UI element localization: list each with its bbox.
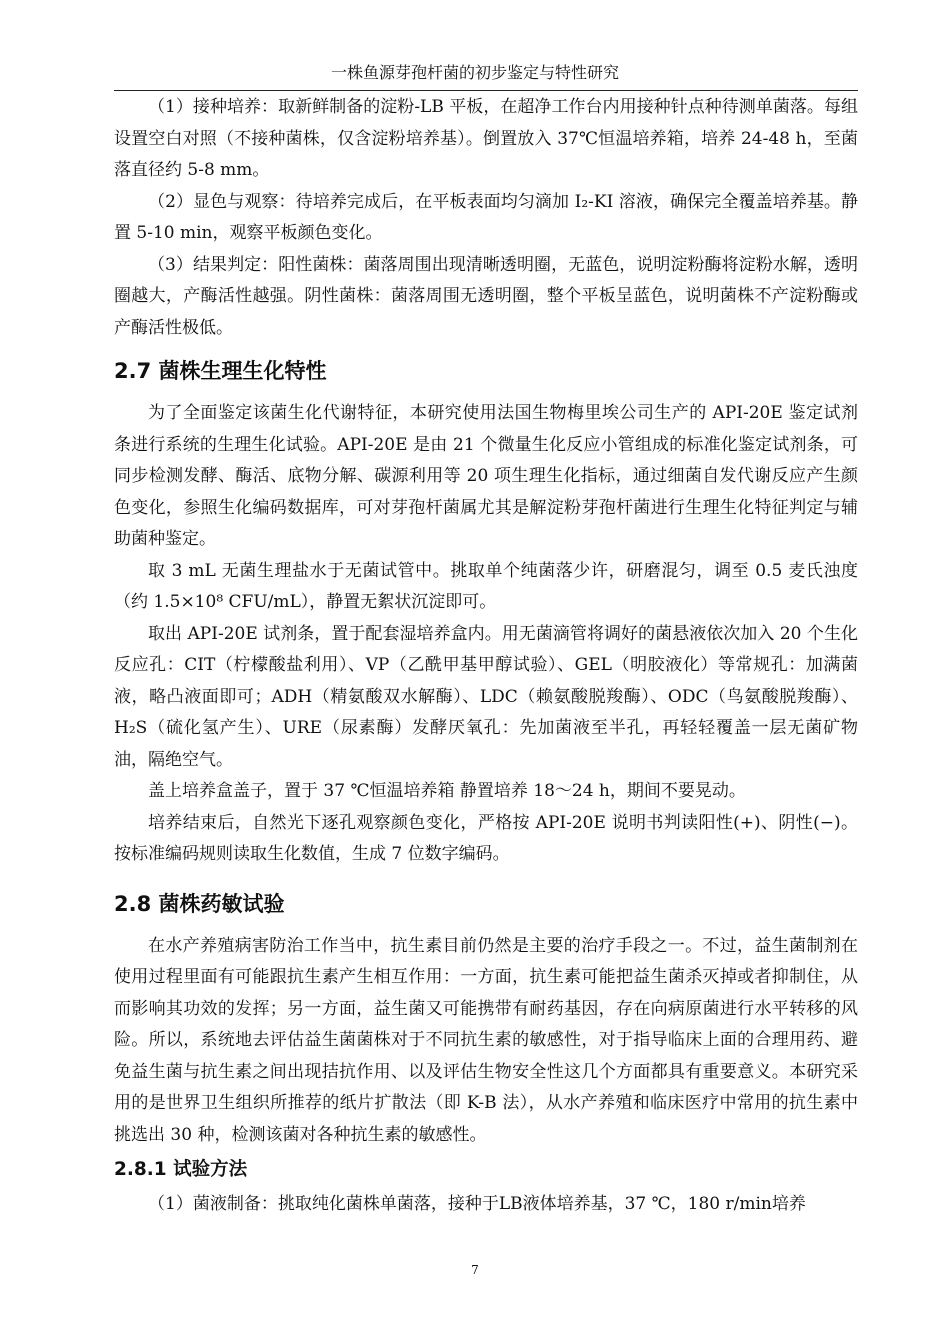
header-rule (114, 90, 858, 91)
paragraph: 取出 API-20E 试剂条，置于配套湿培养盒内。用无菌滴管将调好的菌悬液依次加入 20 个生化反应孔：CIT（柠檬酸盐利用）、VP（乙酰甲基甲醇试验）、GEL（明胶液化）等常规孔：加满菌液，略凸液面即可；ADH（精氨酸双水解酶）、LDC（赖氨酸脱羧酶）、ODC（鸟氨酸脱羧酶）、H₂S（硫化氢产生）、URE（尿素酶）发酵厌氧孔：先加菌液至半孔，再轻轻覆盖一层无菌矿物油，隔绝空气。 (114, 623, 858, 770)
page-number: 7 (471, 1263, 479, 1277)
paragraph: （2）显色与观察：待培养完成后，在平板表面均匀滴加 I₂-KI 溶液，确保完全覆盖培养基。静置 5-10 min，观察平板颜色变化。 (114, 191, 858, 243)
paragraph: 培养结束后，自然光下逐孔观察颜色变化，严格按 API-20E 说明书判读阳性(+)、阴性(−)。按标准编码规则读取生化数值，生成 7 位数字编码。 (114, 812, 858, 864)
paragraph: （3）结果判定：阳性菌株：菌落周围出现清晰透明圈，无蓝色，说明淀粉酶将淀粉水解，透明圈越大，产酶活性越强。阴性菌株：菌落周围无透明圈，整个平板呈蓝色，说明菌株不产淀粉酶或产酶活性极低。 (114, 254, 858, 338)
paragraph: 取 3 mL 无菌生理盐水于无菌试管中。挑取单个纯菌落少许，研磨混匀，调至 0.5 麦氏浊度（约 1.5×10⁸ CFU/mL），静置无絮状沉淀即可。 (114, 560, 858, 612)
page-body (114, 92, 858, 1221)
section-heading-2-8: 2.8 菌株药敏试验 (114, 891, 285, 916)
paragraph: （1）接种培养：取新鲜制备的淀粉-LB 平板，在超净工作台内用接种针点种待测单菌落。每组设置空白对照（不接种菌株，仅含淀粉培养基）。倒置放入 37℃恒温培养箱，培养 24-48 h，至菌落直径约 5-8 mm。 (114, 97, 858, 180)
paragraph: 为了全面鉴定该菌生化代谢特征，本研究使用法国生物梅里埃公司生产的 API-20E 鉴定试剂条进行系统的生理生化试验。API-20E 是由 21 个微量生化反应小管组成的标准化鉴定试剂条，可同步检测发酵、酶活、底物分解、碳源利用等 20 项生理生化指标，通过细菌自发代谢反应产生颜色变化，参照生化编码数据库，可对芽孢杆菌属尤其是解淀粉芽孢杆菌进行生理生化特征判定与辅助菌种鉴定。 (114, 403, 858, 549)
running-header: 一株鱼源芽孢杆菌的初步鉴定与特性研究 (330, 63, 619, 82)
paragraph: 在水产养殖病害防治工作当中，抗生素目前仍然是主要的治疗手段之一。不过，益生菌制剂在使用过程里面有可能跟抗生素产生相互作用：一方面，抗生素可能把益生菌杀灭掉或者抑制住，从而影响其功效的发挥；另一方面，益生菌又可能携带有耐药基因，存在向病原菌进行水平转移的风险。所以，系统地去评估益生菌菌株对于不同抗生素的敏感性，对于指导临床上面的合理用药、避免益生菌与抗生素之间出现拮抗作用、以及评估生物安全性这几个方面都具有重要意义。本研究采用的是世界卫生组织所推荐的纸片扩散法（即 K-B 法），从水产养殖和临床医疗中常用的抗生素中挑选出 30 种，检测该菌对各种抗生素的敏感性。 (114, 935, 858, 1145)
section-heading-2-7: 2.7 菌株生理生化特性 (114, 359, 327, 383)
paragraph: （1）菌液制备：挑取纯化菌株单菌落，接种于LB液体培养基，37 ℃，180 r/min培养 (148, 1194, 806, 1214)
subsection-heading-2-8-1: 2.8.1 试验方法 (114, 1159, 248, 1180)
paragraph: 盖上培养盒盖子，置于 37 ℃恒温培养箱 静置培养 18～24 h，期间不要晃动。 (148, 781, 746, 801)
